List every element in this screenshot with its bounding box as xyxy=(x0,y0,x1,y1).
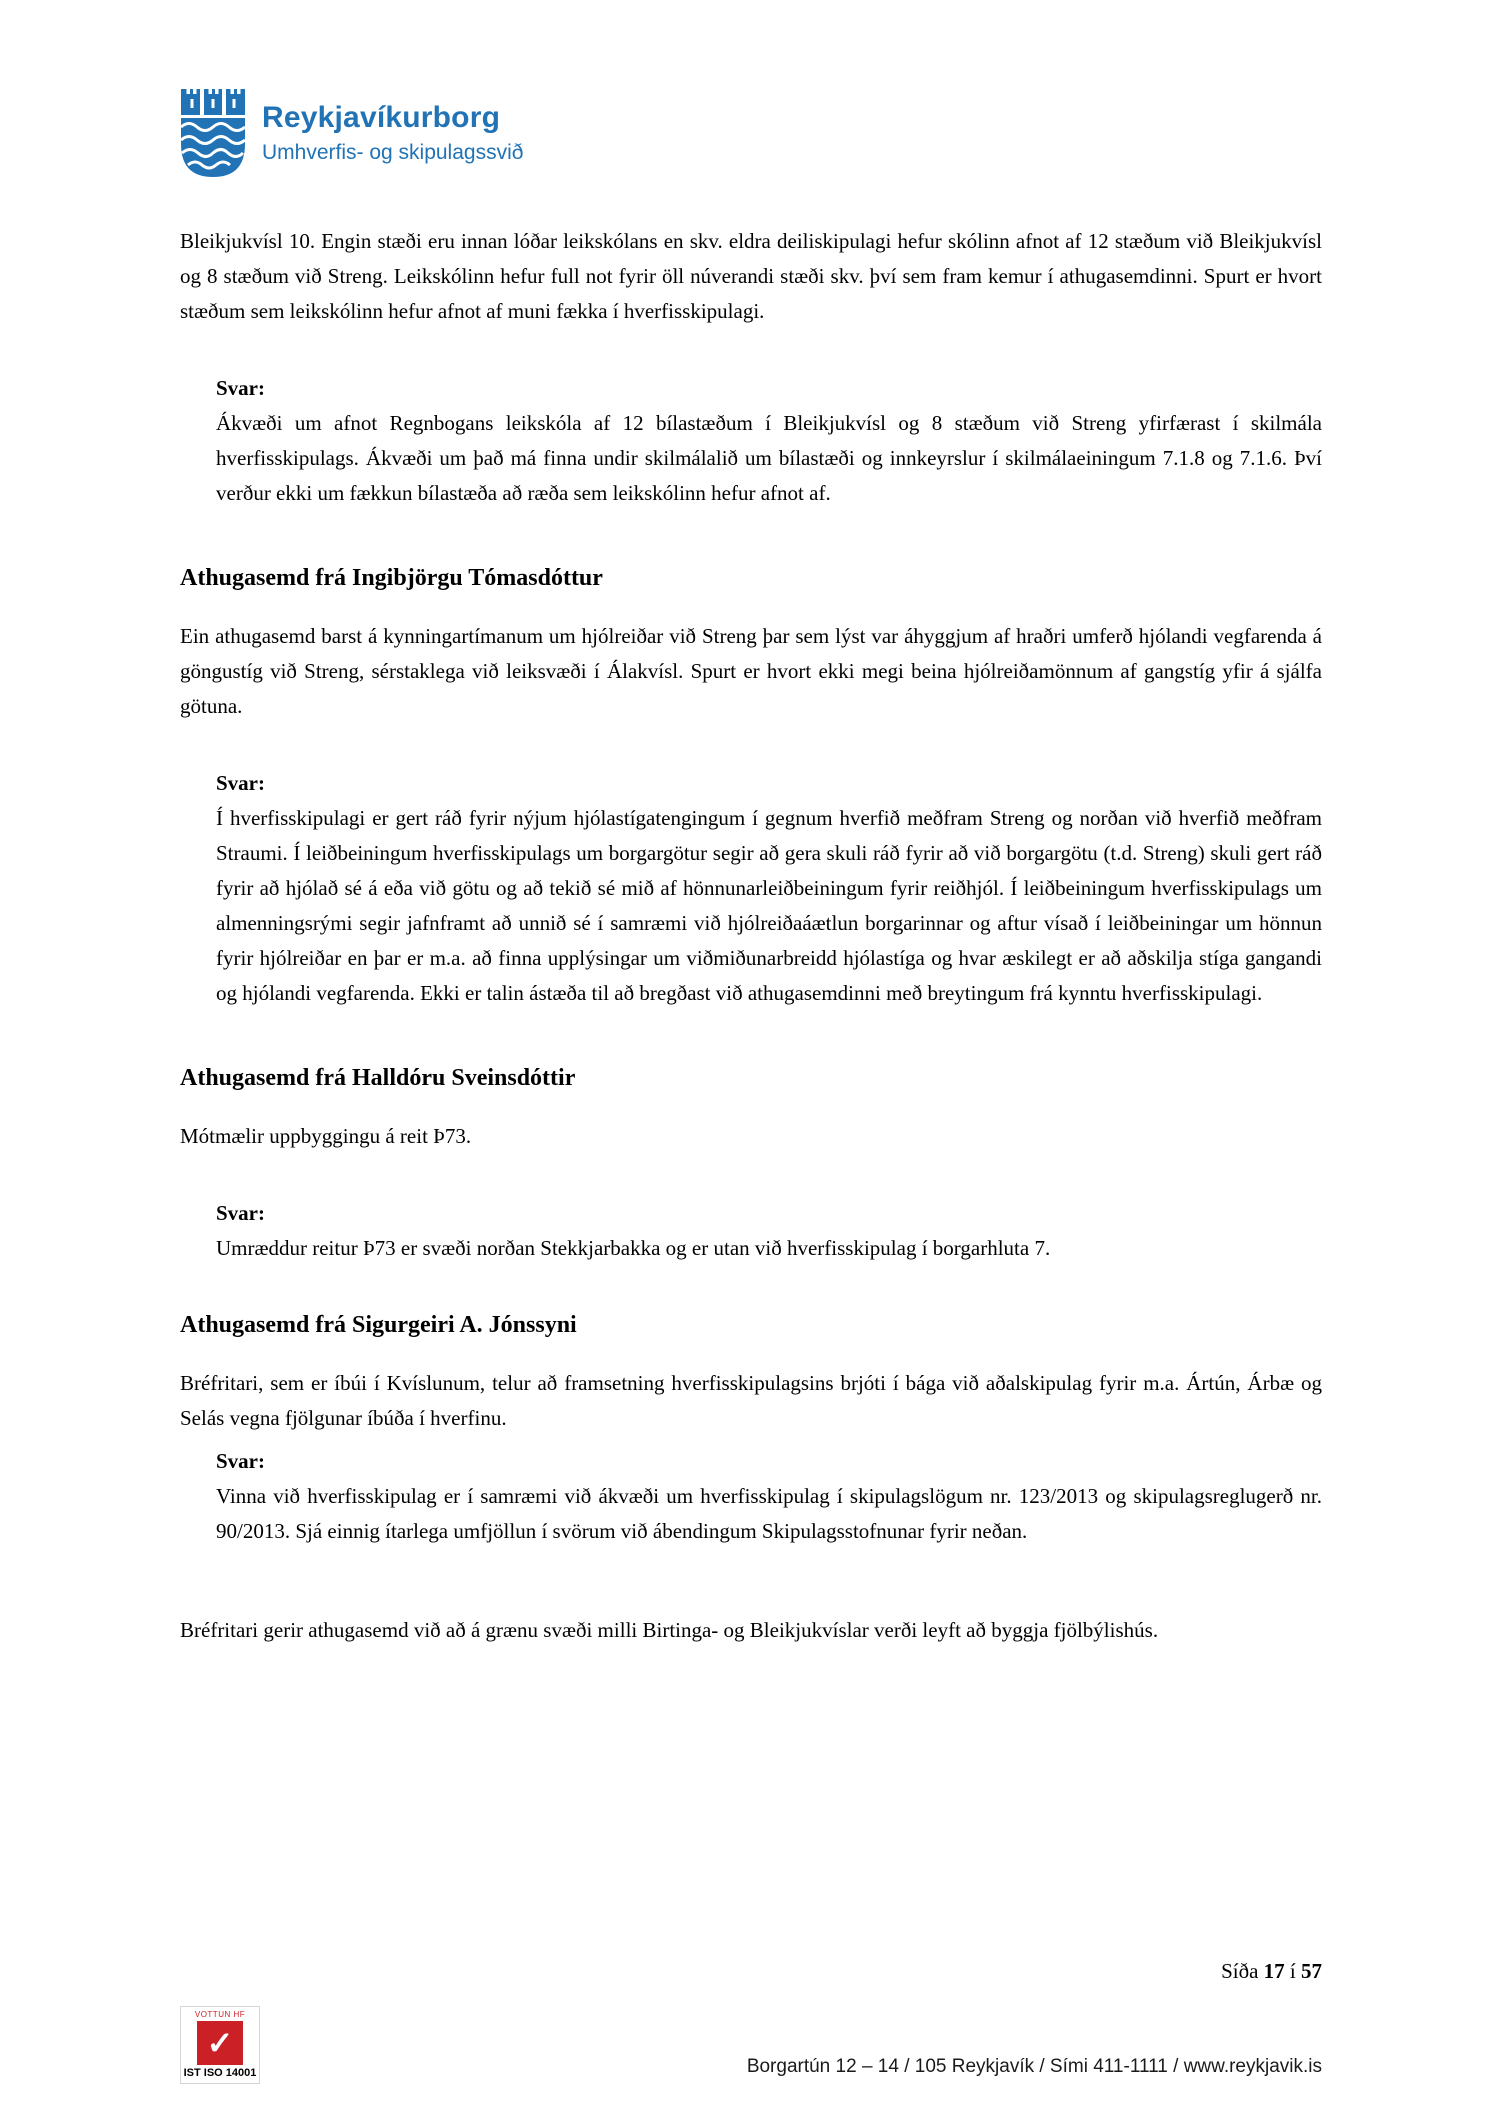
answer-text-1: Ákvæði um afnot Regnbogans leikskóla af 12 bílastæðum í Bleikjukvísl og 8 stæðum við Streng yfirfærast í skilmála hverfisskipulags. Ákvæði um það má finna undir skilmálalið um bílastæði og innkeyrslur í skilmálaeiningum 7.1.8 og 7.1.6. Því verður ekki um fækkun bílastæða að ræða sem leikskólinn hefur afnot af. xyxy=(216,411,1322,505)
answer-block-1 xyxy=(180,371,1322,511)
org-department: Umhverfis- og skipulagssvið xyxy=(262,141,524,165)
section-heading-ingibjorg: Athugasemd frá Ingibjörgu Tómasdóttur xyxy=(180,565,603,591)
answer-label-4: Svar: xyxy=(216,1449,265,1473)
answer-label-2: Svar: xyxy=(216,771,265,795)
paragraph-intro: Bleikjukvísl 10. Engin stæði eru innan lóðar leikskólans en skv. eldra deiliskipulagi hefur skólinn afnot af 12 stæðum við Bleikjukvísl og 8 stæðum við Streng. Leikskólinn hefur full not fyrir öll núverandi stæði skv. því sem fram kemur í athugasemdinni. Spurt er hvort stæðum sem leikskólinn hefur afnot af muni fækka í hverfisskipulagi. xyxy=(180,229,1322,323)
header xyxy=(180,88,1322,178)
paragraph-halldora: Mótmælir uppbyggingu á reit Þ73. xyxy=(180,1124,472,1148)
iso-vottun-label: VOTTUN HF xyxy=(194,2010,246,2019)
answer-block-3 xyxy=(180,1196,1322,1266)
iso-checkmark-icon: ✓ xyxy=(197,2021,243,2065)
page-total: 57 xyxy=(1301,1959,1322,1983)
footer-address: Borgartún 12 – 14 / 105 Reykjavík / Sími 411-1111 / www.reykjavik.is xyxy=(746,2056,1322,2077)
section-heading-sigurgeir: Athugasemd frá Sigurgeiri A. Jónssyni xyxy=(180,1312,577,1338)
paragraph-ingibjorg: Ein athugasemd barst á kynningartímanum um hjólreiðar við Streng þar sem lýst var áhyggjum af hraðri umferð hjólandi vegfarenda á göngustíg við Streng, sérstaklega við leiksvæði í Álakvísl. Spurt er hvort ekki megi beina hjólreiðamönnum af gangstíg yfir á sjálfa götuna. xyxy=(180,624,1322,718)
iso-certification-badge xyxy=(180,2006,260,2084)
paragraph-sigurgeir: Bréfritari, sem er íbúi í Kvíslunum, telur að framsetning hverfisskipulagsins brjóti í bága við aðalskipulag fyrir m.a. Ártún, Árbæ og Selás vegna fjölgunar íbúða í hverfinu. xyxy=(180,1371,1322,1430)
page-number xyxy=(1221,1959,1322,1984)
answer-block-4 xyxy=(180,1444,1322,1549)
footer xyxy=(180,2006,1322,2084)
page-word: Síða xyxy=(1221,1959,1259,1983)
answer-label-1: Svar: xyxy=(216,376,265,400)
section-heading-halldora: Athugasemd frá Halldóru Sveinsdóttir xyxy=(180,1065,576,1091)
paragraph-closing: Bréfritari gerir athugasemd við að á grænu svæði milli Birtinga- og Bleikjukvíslar verði leyft að byggja fjölbýlishús. xyxy=(180,1618,1159,1642)
answer-label-3: Svar: xyxy=(216,1201,265,1225)
answer-text-3: Umræddur reitur Þ73 er svæði norðan Stekkjarbakka og er utan við hverfisskipulag í borgarhluta 7. xyxy=(216,1236,1051,1260)
page-current: 17 xyxy=(1263,1959,1285,1983)
logo-text-block xyxy=(262,101,523,166)
answer-text-4: Vinna við hverfisskipulag er í samræmi við ákvæði um hverfisskipulag í skipulagslögum nr. 123/2013 og skipulagsreglugerð nr. 90/2013. Sjá einnig ítarlega umfjöllun í svörum við ábendingum Skipulagsstofnunar fyrir neðan. xyxy=(216,1484,1322,1543)
org-name: Reykjavíkurborg xyxy=(262,100,501,134)
answer-block-2 xyxy=(180,766,1322,1011)
page-in-word: í xyxy=(1289,1959,1296,1983)
iso-standard-label: IST ISO 14001 xyxy=(183,2067,257,2079)
answer-text-2: Í hverfisskipulagi er gert ráð fyrir nýjum hjólastígatengingum í gegnum hverfið meðfram Streng og norðan við hverfið meðfram Straumi. Í leiðbeiningum hverfisskipulags um borgargötur segir að gera skuli ráð fyrir að við borgargötu (t.d. Streng) skuli gert ráð fyrir að hjólað sé á eða við götu og að tekið sé mið af hönnunarleiðbeiningum fyrir reiðhjól. Í leiðbeiningum hverfisskipulags um almenningsrými segir jafnframt að unnið sé í samræmi við hjólreiðaáætlun borgarinnar og aftur vísað í leiðbeiningar um hönnun fyrir hjólreiðar en þar er m.a. að finna upplýsingar um viðmiðunarbreidd hjólastíga og hvar æskilegt er að aðskilja stíga gangandi og hjólandi vegfarenda. Ekki er talin ástæða til að bregðast við athugasemdinni með breytingum frá kynntu hverfisskipulagi. xyxy=(216,806,1322,1005)
reykjavik-crest-icon xyxy=(180,88,246,178)
